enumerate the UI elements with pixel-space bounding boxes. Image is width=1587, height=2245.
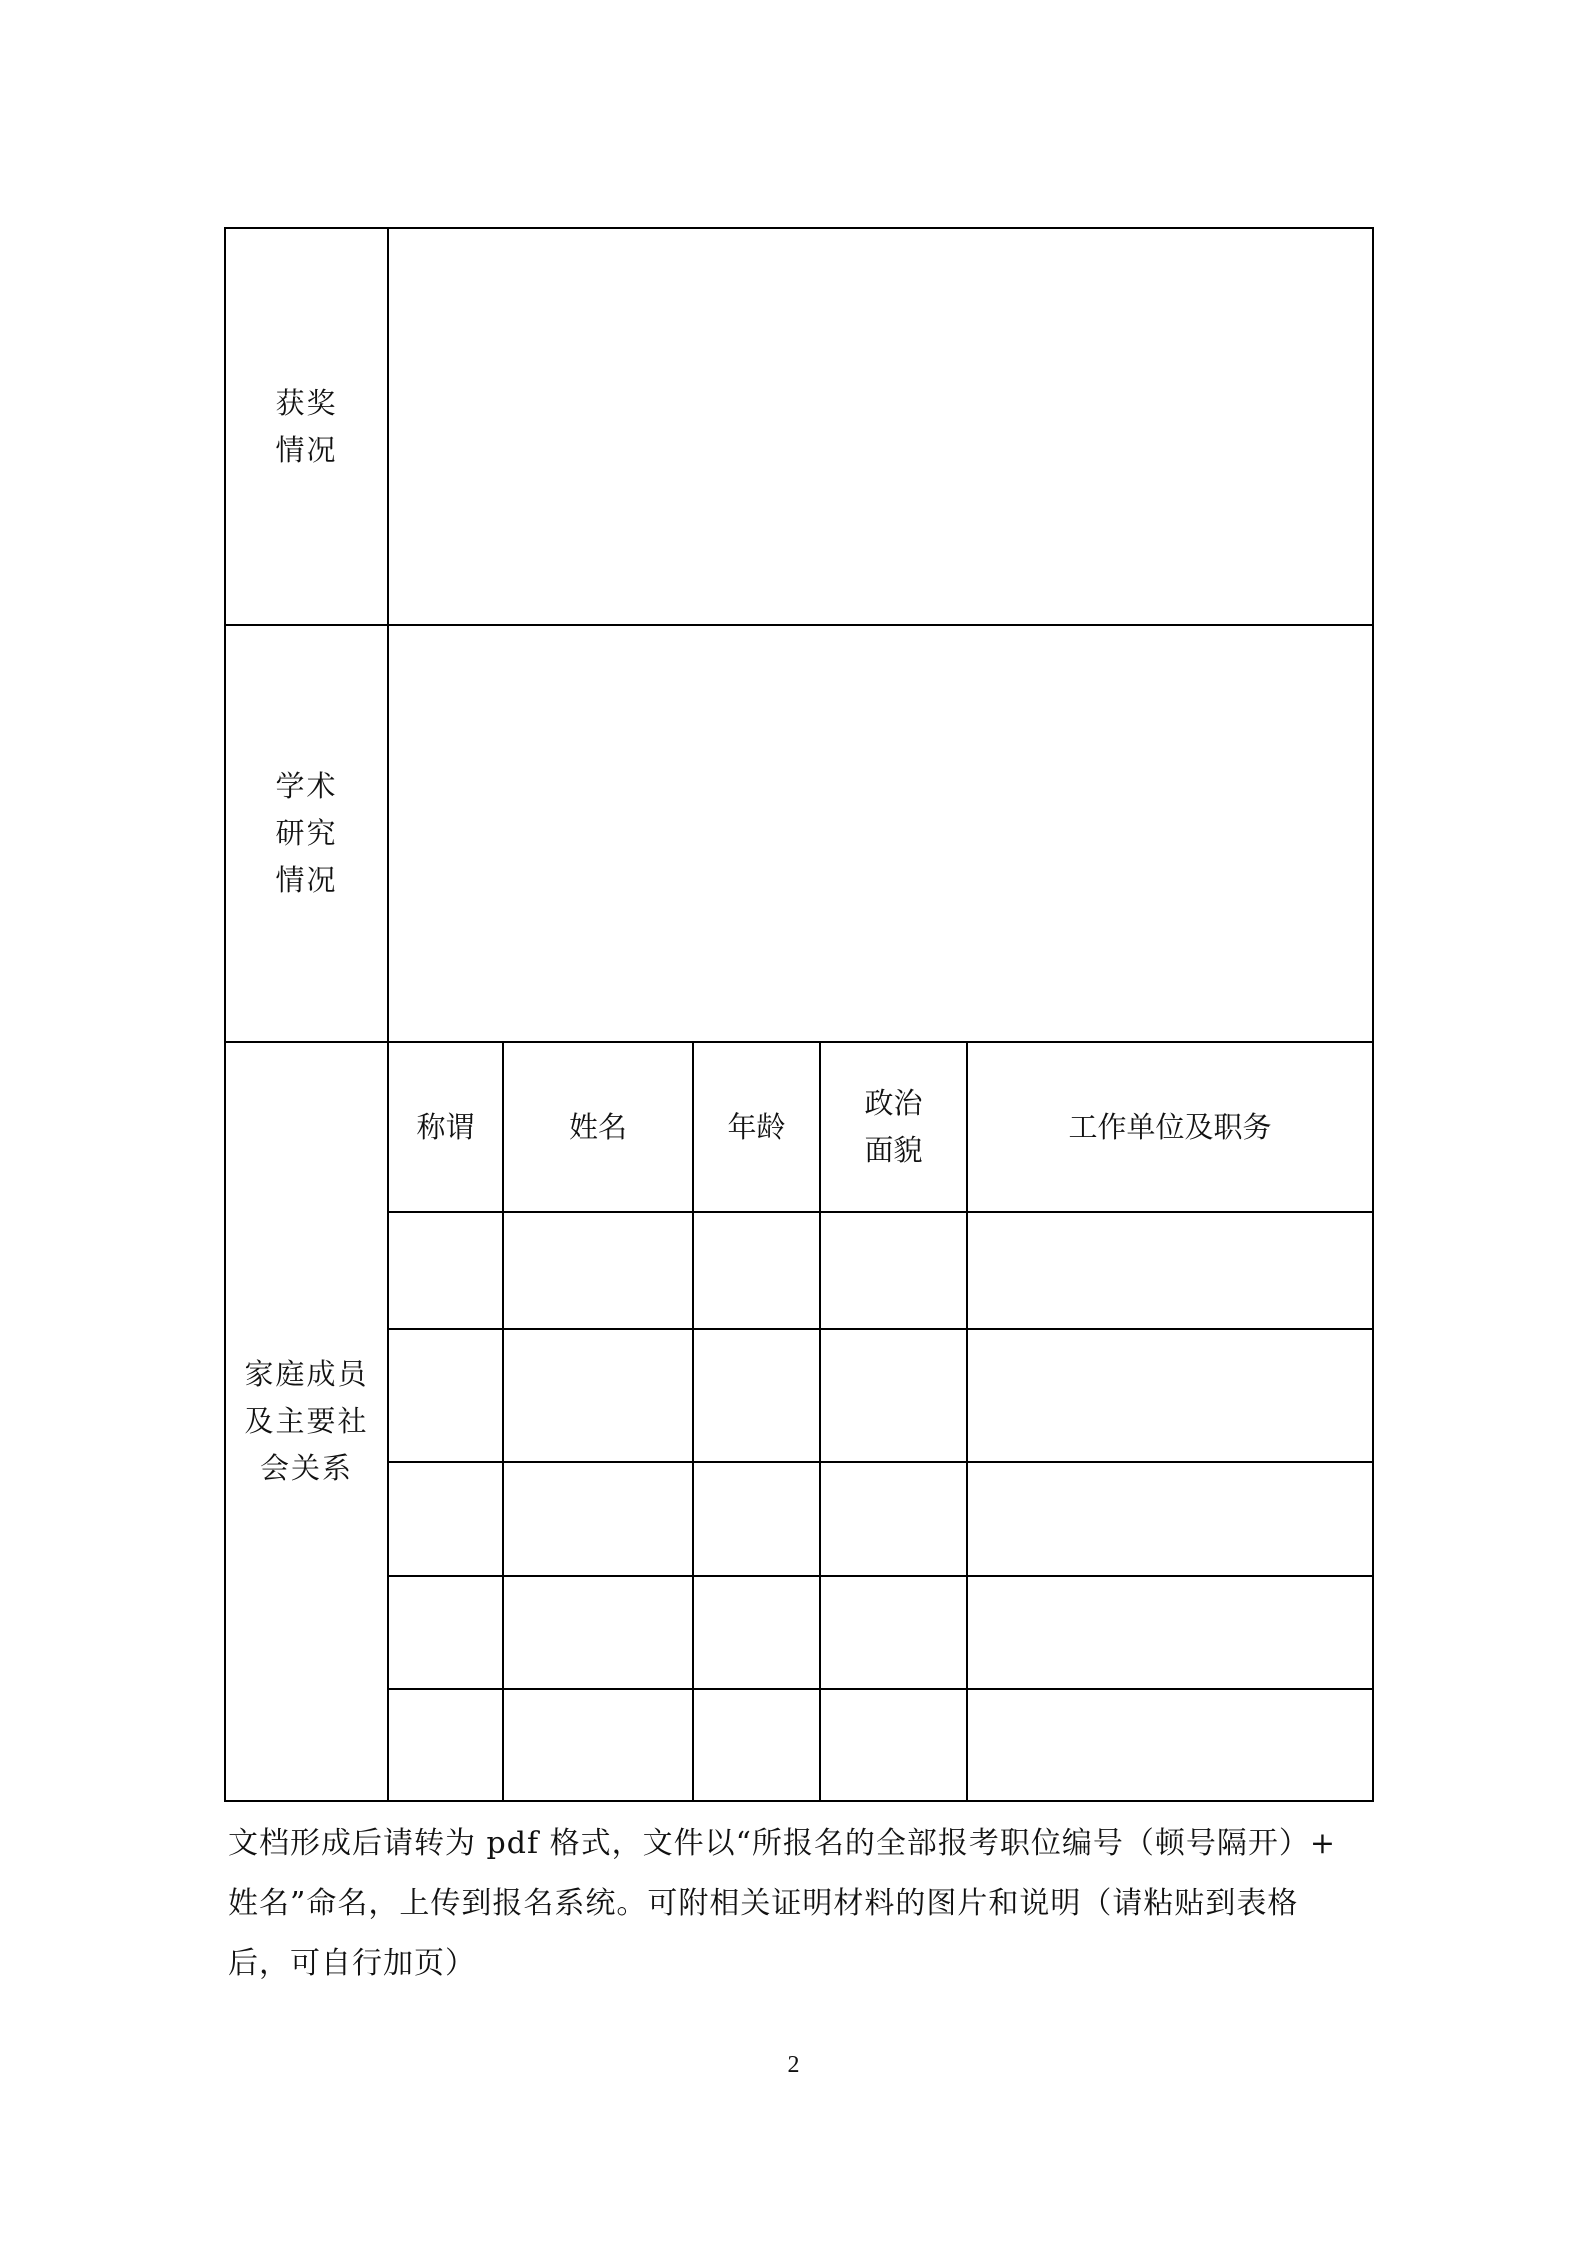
name-cell[interactable]	[503, 1689, 693, 1801]
academic-label-line1: 学术	[275, 769, 338, 803]
family-member-row	[225, 1576, 1373, 1689]
age-cell[interactable]	[693, 1329, 820, 1462]
family-label	[225, 1042, 388, 1801]
age-cell[interactable]	[693, 1462, 820, 1576]
family-header-row	[225, 1042, 1373, 1212]
page-number: 2	[787, 2052, 800, 2078]
awards-label-line1: 获奖	[275, 385, 338, 420]
family-label-line2: 及主要社	[244, 1404, 369, 1438]
family-label-line1: 家庭成员	[244, 1357, 369, 1391]
header-workplace: 工作单位及职务	[967, 1042, 1373, 1212]
political-cell[interactable]	[820, 1212, 967, 1329]
awards-content-cell[interactable]	[388, 228, 1373, 625]
political-cell[interactable]	[820, 1576, 967, 1689]
relation-cell[interactable]	[388, 1689, 503, 1801]
age-cell[interactable]	[693, 1576, 820, 1689]
workplace-cell[interactable]	[967, 1689, 1373, 1801]
relation-cell[interactable]	[388, 1212, 503, 1329]
workplace-cell[interactable]	[967, 1576, 1373, 1689]
age-cell[interactable]	[693, 1689, 820, 1801]
header-political-status	[820, 1042, 967, 1212]
family-member-row	[225, 1462, 1373, 1576]
relation-cell[interactable]	[388, 1462, 503, 1576]
header-relation: 称谓	[388, 1042, 503, 1212]
header-age: 年龄	[693, 1042, 820, 1212]
name-cell[interactable]	[503, 1576, 693, 1689]
academic-label-line3: 情况	[275, 863, 338, 897]
workplace-cell[interactable]	[967, 1462, 1373, 1576]
instructions-line3: 后，可自行加页）	[228, 1946, 476, 1981]
political-cell[interactable]	[820, 1329, 967, 1462]
academic-content-cell[interactable]	[388, 625, 1373, 1042]
instructions-line2: 姓名”命名，上传到报名系统。可附相关证明材料的图片和说明（请粘贴到表格	[228, 1886, 1299, 1921]
academic-label-line2: 研究	[275, 816, 338, 850]
political-cell[interactable]	[820, 1462, 967, 1576]
name-cell[interactable]	[503, 1329, 693, 1462]
family-member-row	[225, 1689, 1373, 1801]
family-member-row	[225, 1212, 1373, 1329]
family-label-line3: 会关系	[259, 1451, 353, 1485]
name-cell[interactable]	[503, 1462, 693, 1576]
academic-label	[225, 625, 388, 1042]
submission-instructions	[228, 1814, 1378, 1994]
instructions-line1: 文档形成后请转为 pdf 格式，文件以“所报名的全部报考职位编号（顿号隔开）+	[228, 1826, 1337, 1861]
header-political-line2: 面貌	[864, 1133, 923, 1167]
name-cell[interactable]	[503, 1212, 693, 1329]
awards-label	[225, 228, 388, 625]
relation-cell[interactable]	[388, 1329, 503, 1462]
relation-cell[interactable]	[388, 1576, 503, 1689]
header-political-line1: 政治	[864, 1086, 923, 1120]
academic-row	[225, 625, 1373, 1042]
workplace-cell[interactable]	[967, 1212, 1373, 1329]
application-form-table	[224, 227, 1374, 1802]
awards-label-line2: 情况	[275, 432, 338, 467]
workplace-cell[interactable]	[967, 1329, 1373, 1462]
family-member-row	[225, 1329, 1373, 1462]
header-name: 姓名	[503, 1042, 693, 1212]
age-cell[interactable]	[693, 1212, 820, 1329]
political-cell[interactable]	[820, 1689, 967, 1801]
awards-row	[225, 228, 1373, 625]
